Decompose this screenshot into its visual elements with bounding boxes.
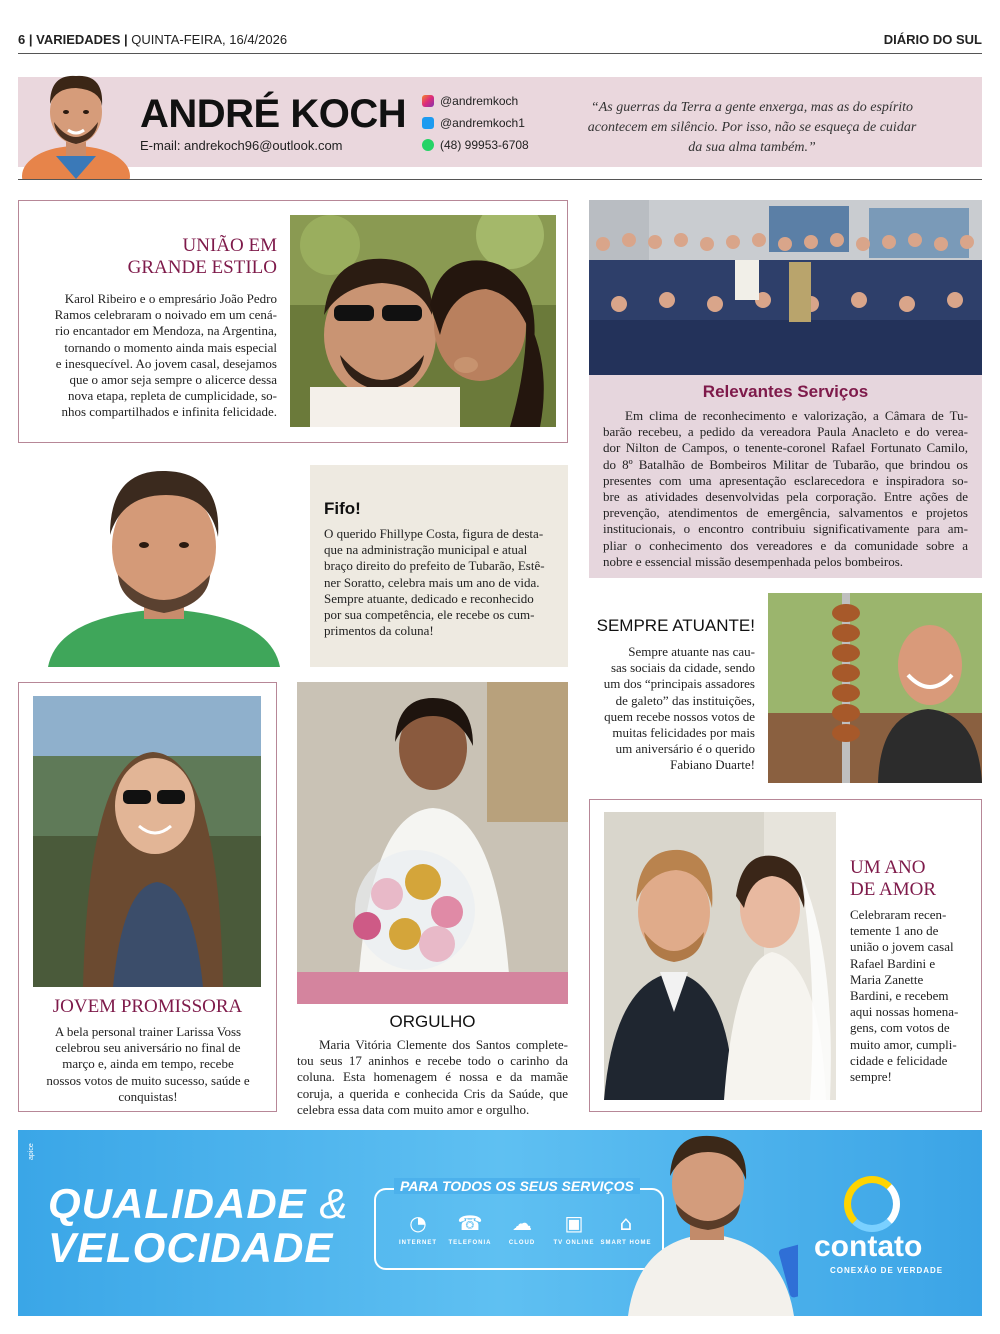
ad-service-label: CLOUD (508, 1240, 536, 1246)
text-line: de galeto” das instituições, (615, 692, 755, 708)
amor-title-line2: DE AMOR (850, 879, 937, 900)
text-line: nobre e essencial missão desempenhada pelos bombeiros. (603, 553, 903, 569)
text-line: um aniversário é o querido (615, 741, 755, 757)
uniao-photo (290, 215, 556, 427)
text-line: Fabiano Duarte! (670, 757, 755, 773)
whatsapp-icon (422, 139, 434, 151)
uniao-text (29, 291, 277, 421)
contato-ad[interactable] (18, 1130, 982, 1316)
text-line: prevenção, atendimentos de emergência, salvamentos e projetos (603, 505, 968, 521)
ad-services (392, 1212, 652, 1252)
columnist-quote: “As guerras da Terra a gente enxerga, mas as do espírito acontecem em silêncio. Por isso, não se esqueça de cuidar da sua alma também.” (587, 100, 917, 155)
instagram-label: @andremkoch (440, 94, 519, 108)
atuante-photo (768, 593, 982, 783)
orgulho-text (297, 1037, 568, 1118)
ad-service-item (444, 1212, 496, 1252)
text-line: nova etapa, repleta de cumplicidade, so- (68, 388, 277, 404)
text-line: gens, com votos de (850, 1020, 950, 1036)
wifi-icon: ◔ (409, 1211, 427, 1235)
ad-service-label: INTERNET (399, 1240, 437, 1246)
header-rule (18, 53, 982, 54)
text-line: Rafael Bardini e (850, 955, 936, 971)
columnist-photo (20, 64, 132, 179)
ad-headline-line1: QUALIDADE (48, 1180, 307, 1227)
text-line: institucionais, o encontro contribuiu significativamente para am- (603, 521, 968, 537)
page-number: 6 (18, 32, 26, 47)
orgulho-photo (297, 682, 568, 1004)
text-line: celebra essa data com muito amor e orgulho. (297, 1101, 530, 1117)
text-line: Ramos celebraram o noivado em um cená- (54, 307, 277, 323)
text-line: Bardini, e recebem (850, 988, 949, 1004)
text-line: que na administração municipal e atual (324, 542, 528, 558)
ad-tagline: PARA TODOS OS SEUS SERVIÇOS (394, 1178, 640, 1194)
ad-service-item (496, 1212, 548, 1252)
ad-slogan: CONEXÃO DE VERDADE (830, 1266, 944, 1275)
servicos-text (603, 408, 968, 570)
amor-photo (604, 812, 836, 1100)
text-line: sempre! (850, 1069, 892, 1085)
ad-service-label: TELEFONIA (448, 1240, 492, 1246)
uniao-title-line1: UNIÃO EM (182, 235, 277, 256)
text-line: Karol Ribeiro e o empresário João Pedro (64, 291, 277, 306)
jovem-story (18, 682, 277, 1112)
text-line: Maria Vitória Clemente dos Santos complete- (319, 1037, 568, 1052)
text-line: A bela personal trainer Larissa Voss (54, 1024, 242, 1039)
columnist-email: E-mail: andrekoch96@outlook.com (140, 138, 343, 153)
text-line: que o amor seja sempre o alicerce dessa (69, 372, 277, 388)
jovem-photo (33, 696, 261, 987)
text-line: tornando o momento ainda mais especial (64, 339, 277, 355)
text-line: rio encantador em Mendoza, na Argentina, (55, 323, 277, 339)
amor-title (850, 857, 936, 901)
text-line: bre as atividades desenvolvidas pela corporação. Entre ações de (603, 489, 968, 505)
text-line: Maria Zanette (850, 971, 924, 987)
text-line: Sempre atuante, dedicado e reconhecido (324, 590, 534, 606)
text-line: um dos “principais assadores (603, 676, 755, 692)
text-line: conquistas! (118, 1088, 178, 1104)
jovem-title: JOVEM PROMISSORA (52, 996, 243, 1017)
text-line: muito amor, cumpli- (850, 1036, 957, 1052)
uniao-title-line2: GRANDE ESTILO (127, 257, 277, 278)
text-line: O querido Fhillype Costa, figura de desta- (324, 526, 544, 541)
ad-service-label: SMART HOME (600, 1240, 652, 1246)
ad-credit: apice (28, 1143, 35, 1160)
cloud-icon: ☁ (512, 1211, 532, 1235)
servicos-story (589, 200, 982, 578)
phone-icon: ☎ (457, 1211, 483, 1235)
edition-date: QUINTA-FEIRA, 16/4/2026 (131, 32, 288, 47)
text-line: celebrou seu aniversário no final de (55, 1040, 241, 1056)
ad-model-photo (618, 1130, 798, 1316)
fifo-title: Fifo! (324, 499, 361, 518)
text-line: braço direito do prefeito de Tubarão, Estê- (324, 558, 545, 574)
servicos-title: Relevantes Serviços (702, 382, 869, 401)
text-line: dor Nilton de Campos, o tenente-coronel Rafael Fortunato Camilo, (603, 440, 968, 456)
instagram-icon (422, 95, 434, 107)
text-line: março e, ainda em tempo, recebe (62, 1056, 234, 1072)
amor-title-line1: UM ANO (850, 857, 926, 878)
text-line: união o jovem casal (850, 939, 954, 955)
atuante-title: SEMPRE ATUANTE! (596, 616, 755, 635)
text-line: muitas felicidades por mais (612, 725, 755, 741)
jovem-text (33, 1024, 263, 1105)
servicos-photo (589, 200, 982, 375)
text-line: Celebraram recen- (850, 907, 947, 922)
text-line: coruja, a querida e conhecida Cris da Saúde, que (297, 1085, 568, 1101)
section-name: VARIEDADES (36, 32, 121, 47)
banner-rule (18, 179, 982, 180)
fifo-story (18, 465, 568, 667)
text-line: primentos da coluna! (324, 623, 434, 639)
ad-headline-line2: VELOCIDADE (48, 1224, 334, 1271)
text-line: Sempre atuante nas cau- (628, 644, 755, 659)
smart-home-icon: ⌂ (619, 1211, 633, 1235)
text-line: Em clima de reconhecimento e valorização, a Câmara de Tu- (625, 408, 968, 423)
fifo-photo (18, 465, 310, 667)
columnist-name: ANDRÉ KOCH (140, 92, 407, 136)
twitter-label: @andremkoch1 (440, 116, 525, 130)
text-line: e inesquecível. Ao jovem casal, desejamos (55, 355, 277, 371)
twitter-handle[interactable] (422, 116, 525, 130)
text-line: presentes com uma apresentação esclarecedora e inspiradora so- (603, 472, 968, 488)
ad-service-item (548, 1212, 600, 1252)
ad-brand: contato (814, 1230, 923, 1263)
amor-text (850, 907, 976, 1085)
text-line: sas sociais da cidade, sendo (610, 660, 755, 676)
text-line: quem recebe nossos votos de (604, 708, 755, 724)
whatsapp-label: (48) 99953-6708 (440, 138, 529, 152)
text-line: nossos votos de muito sucesso, saúde e (46, 1072, 250, 1088)
uniao-story (18, 200, 568, 443)
ad-service-item (392, 1212, 444, 1252)
page-header: 6 | VARIEDADES | QUINTA-FEIRA, 16/4/2026 DIÁRIO DO SUL (18, 32, 982, 47)
contato-logo-icon (844, 1176, 900, 1232)
text-line: barão recebeu, a pedido da vereadora Paula Anacleto e do verea- (603, 424, 968, 440)
whatsapp-number[interactable] (422, 138, 529, 152)
ad-headline (48, 1182, 348, 1270)
ad-service-label: TV ONLINE (553, 1240, 595, 1246)
text-line: temente 1 ano de (850, 923, 939, 939)
text-line: nhos compartilhados e infinita felicidade. (61, 404, 277, 420)
amor-story (589, 799, 982, 1112)
fifo-text (324, 526, 560, 639)
twitter-icon (422, 117, 434, 129)
text-line: ner Soratto, celebra mais um ano de vida. (324, 574, 540, 590)
text-line: pliar o conhecimento dos vereadores e da comunidade sobre a (603, 537, 968, 553)
text-line: cidade e felicidade (850, 1052, 948, 1068)
text-line: do 8º Batalhão de Bombeiros Militar de Tubarão, que brindou os (603, 456, 968, 472)
orgulho-title: ORGULHO (389, 1012, 476, 1031)
text-line: tou seus 17 aninhos e recebe todo o carinho da (297, 1053, 568, 1069)
atuante-text (590, 644, 755, 774)
ad-ampersand: & (319, 1180, 349, 1227)
text-line: coluna. Esta homenagem é nossa e da mamãe (297, 1069, 568, 1085)
text-line: por sua competência, ele recebe os cum- (324, 607, 535, 623)
newspaper-name: DIÁRIO DO SUL (883, 32, 982, 47)
instagram-handle[interactable] (422, 94, 518, 108)
text-line: aqui nossas homena- (850, 1004, 959, 1020)
uniao-title (19, 235, 277, 279)
tv-icon: ▣ (564, 1211, 584, 1235)
